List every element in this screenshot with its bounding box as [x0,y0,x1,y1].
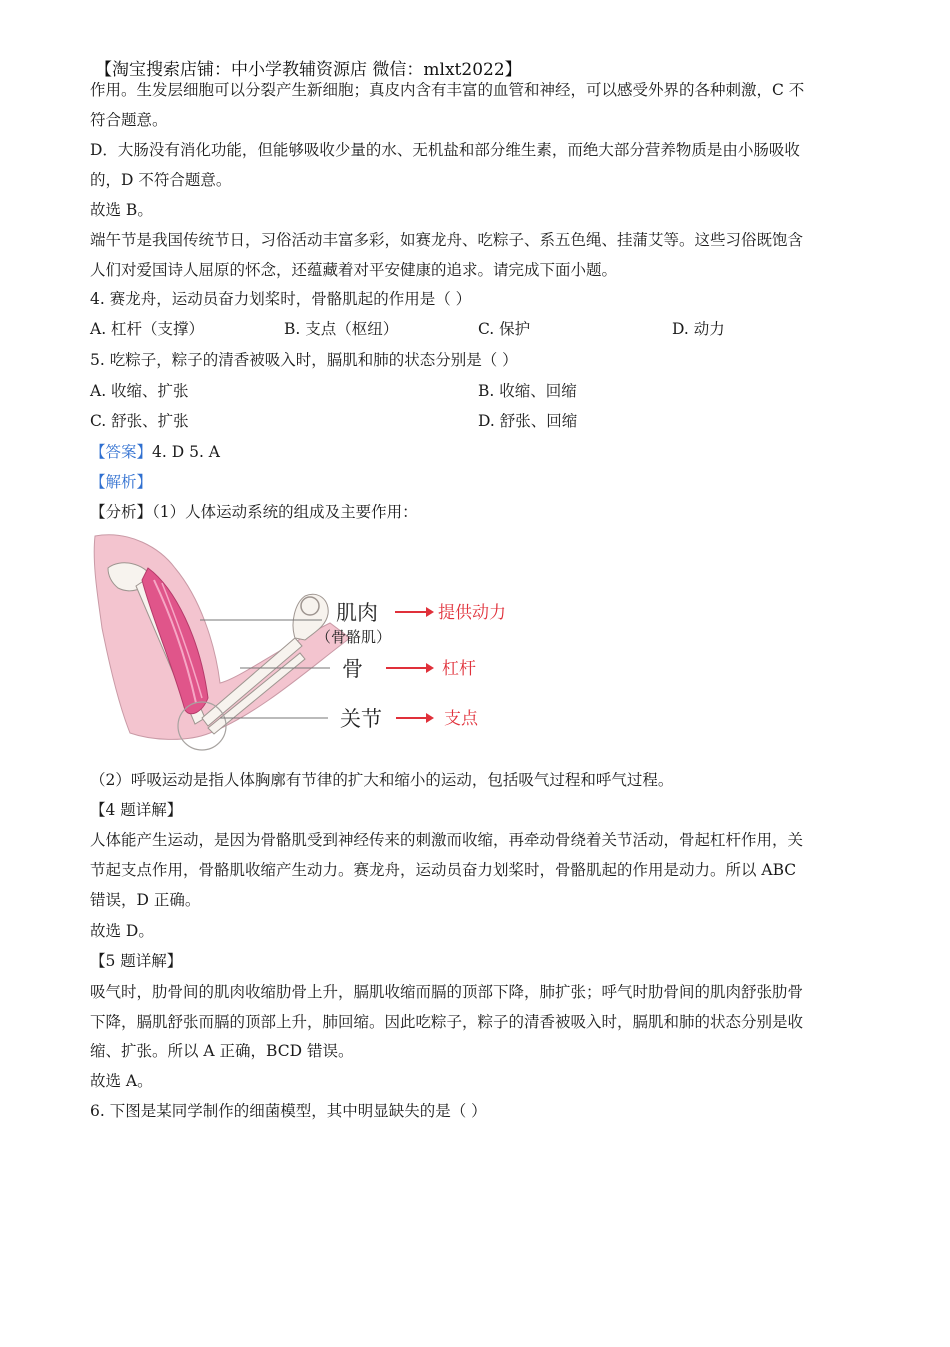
q5-option-c: C. 舒张、扩张 [90,412,189,430]
text-line: 人体能产生运动，是因为骨骼肌受到神经传来的刺激而收缩，再牵动骨绕着关节活动，骨起杠杆作用，关 [90,831,804,849]
q5-option-b: B. 收缩、回缩 [478,382,577,400]
text-line: D．大肠没有消化功能，但能够吸收少量的水、无机盐和部分维生素，而绝大部分营养物质是由小肠吸收 [90,141,800,159]
text-line: 节起支点作用，骨骼肌收缩产生动力。赛龙舟，运动员奋力划桨时，骨骼肌起的作用是动力。所以 ABC [90,861,797,879]
text-line: 的，D 不符合题意。 [90,171,232,189]
label-joint-role: 支点 [444,709,478,729]
q4-option-c: C. 保护 [478,320,531,338]
q5-option-a: A. 收缩、扩张 [90,382,189,400]
q5-option-d: D. 舒张、回缩 [478,412,578,430]
arrow-icon [395,607,434,617]
answer-text: 4. D 5. A [152,443,220,461]
arm-diagram [90,528,520,758]
analysis-intro: 【分析】（1）人体运动系统的组成及主要作用： [90,503,418,521]
text-line: 端午节是我国传统节日，习俗活动丰富多彩，如赛龙舟、吃粽子、系五色绳、挂蒲艾等。这些习俗既饱含 [90,231,804,249]
q4-option-b: B. 支点（枢纽） [284,320,399,338]
text-line: 错误，D 正确。 [90,891,201,909]
label-bone-role: 杠杆 [442,659,476,679]
text-line: 故选 A。 [90,1072,153,1090]
text-line: 故选 D。 [90,922,154,940]
arrow-icon [396,713,434,723]
detail-4-title: 【4 题详解】 [90,801,183,819]
text-line: 作用。生发层细胞可以分裂产生新细胞；真皮内含有丰富的血管和神经，可以感受外界的各种刺激，C 不 [90,81,805,99]
analysis-tag: 【解析】 [90,473,153,491]
detail-5-title: 【5 题详解】 [90,952,183,970]
label-joint: 关节 [340,707,382,731]
label-muscle-sub: （骨骼肌） [316,628,392,646]
text-line: （2）呼吸运动是指人体胸廓有节律的扩大和缩小的运动，包括吸气过程和呼气过程。 [90,771,674,789]
arm-motor-system-figure [90,528,520,758]
label-muscle: 肌肉 [336,601,378,625]
text-line: 吸气时，肋骨间的肌肉收缩肋骨上升，膈肌收缩而膈的顶部下降，肺扩张；呼气时肋骨间的肌肉舒张肋骨 [90,983,804,1001]
answer-line [90,442,220,462]
text-line: 人们对爱国诗人屈原的怀念，还蕴藏着对平安健康的追求。请完成下面小题。 [90,261,618,279]
answer-tag: 【答案】 [90,443,153,461]
question-5: 5. 吃粽子，粽子的清香被吸入时，膈肌和肺的状态分别是（ ） [90,351,518,369]
text-line: 下降，膈肌舒张而膈的顶部上升，肺回缩。因此吃粽子，粽子的清香被吸入时，膈肌和肺的状态分别是收 [90,1013,804,1031]
q4-option-a: A. 杠杆（支撑） [90,320,205,338]
text-line: 缩、扩张。所以 A 正确，BCD 错误。 [90,1042,354,1060]
watermark-header: 【淘宝搜索店铺：中小学教辅资源店 微信：mlxt2022】 [95,60,522,80]
text-line: 故选 B。 [90,201,153,219]
text-line: 符合题意。 [90,111,168,129]
question-6: 6. 下图是某同学制作的细菌模型，其中明显缺失的是（ ） [90,1102,487,1120]
label-bone: 骨 [342,657,363,681]
arrow-icon [386,663,434,673]
label-muscle-role: 提供动力 [438,603,506,623]
question-4: 4. 赛龙舟，运动员奋力划桨时，骨骼肌起的作用是（ ） [90,290,472,308]
q4-option-d: D. 动力 [672,320,725,338]
